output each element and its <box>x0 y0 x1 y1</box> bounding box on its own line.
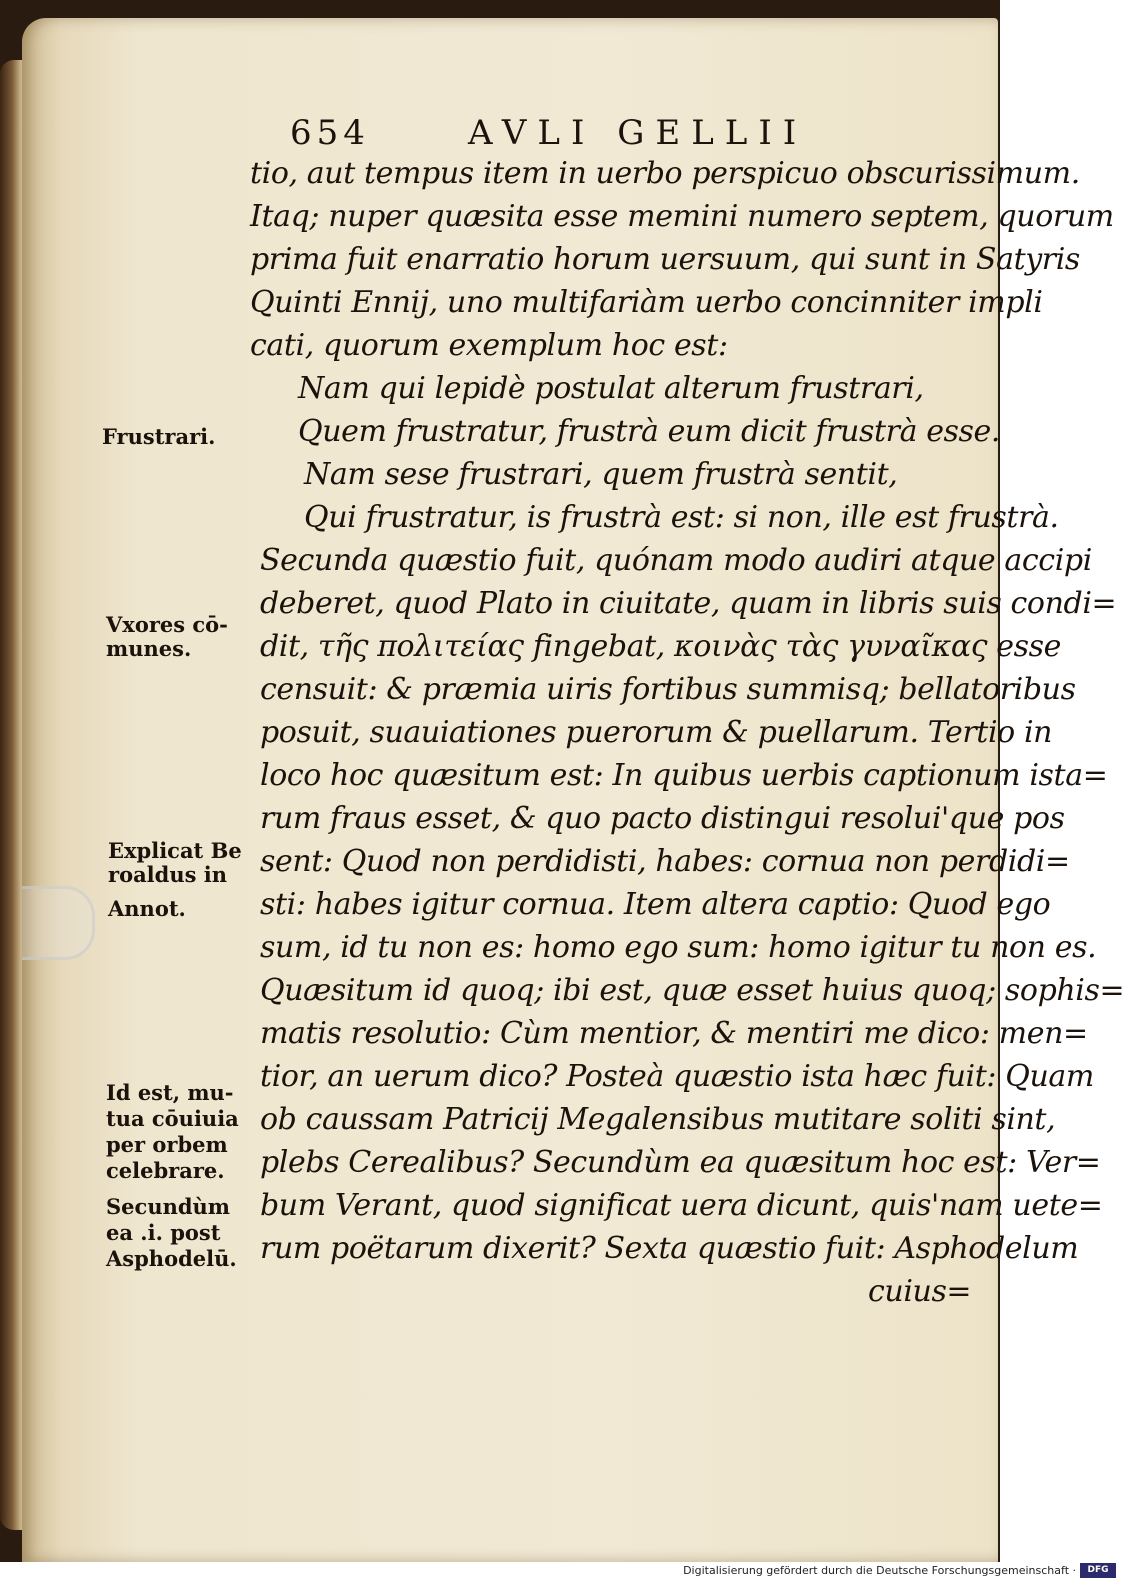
margin-note: Explicat Be <box>108 838 242 863</box>
text-line: bum Verant, quod significat uera dicunt, quis'nam uete= <box>260 1188 1103 1223</box>
text-line: Quæsitum id quoq; ibi est, quæ esset huius quoq; sophis= <box>260 973 1124 1008</box>
running-title: AVLI GELLII <box>468 113 808 153</box>
verse-line: Nam qui lepidè postulat alterum frustrari, <box>298 371 924 406</box>
margin-note: Annot. <box>108 896 186 921</box>
running-head <box>290 113 810 159</box>
page-number: 654 <box>290 113 370 153</box>
margin-note: roaldus in <box>108 862 227 887</box>
text-line: Secunda quæstio fuit, quónam modo audiri atque accipi <box>260 543 1092 578</box>
text-line: sti: habes igitur cornua. Item altera captio: Quod ego <box>260 887 1051 922</box>
text-line: prima fuit enarratio horum uersuum, qui sunt in Satyris <box>250 242 1080 277</box>
text-line: matis resolutio: Cùm mentior, & mentiri me dico: men= <box>260 1016 1088 1051</box>
dfg-logo: DFG <box>1080 1563 1116 1578</box>
text-line: deberet, quod Plato in ciuitate, quam in libris suis condi= <box>260 586 1117 621</box>
margin-note: Frustrari. <box>102 424 216 449</box>
margin-note: Vxores cō- <box>106 612 228 637</box>
text-line: Quinti Ennij, uno multifariàm uerbo concinniter impli <box>250 285 1043 320</box>
text-line: loco hoc quæsitum est: In quibus uerbis captionum ista= <box>260 758 1108 793</box>
text-line: rum fraus esset, & quo pacto distingui resolui'que pos <box>260 801 1065 836</box>
margin-note: Asphodelū. <box>106 1246 237 1271</box>
text-line: rum poëtarum dixerit? Sexta quæstio fuit: Asphodelum <box>260 1231 1079 1266</box>
margin-note: per orbem <box>106 1132 228 1157</box>
margin-note: Id est, mu- <box>106 1080 234 1105</box>
text-line: tior, an uerum dico? Posteà quæstio ista hæc fuit: Quam <box>260 1059 1094 1094</box>
margin-note: tua cōuiuia <box>106 1106 239 1131</box>
book-page <box>22 18 1124 1562</box>
text-line: cati, quorum exemplum hoc est: <box>250 328 728 363</box>
text-line: posuit, suauiationes puerorum & puellarum. Tertio in <box>260 715 1053 750</box>
text-line: tio, aut tempus item in uerbo perspicuo obscurissimum. <box>250 156 1080 191</box>
margin-note: munes. <box>106 636 192 661</box>
verse-line: Nam sese frustrari, quem frustrà sentit, <box>304 457 898 492</box>
catchword: cuius= <box>868 1274 972 1309</box>
text-line: censuit: & præmia uiris fortibus summisq; bellatoribus <box>260 672 1076 707</box>
text-line: ob caussam Patricij Megalensibus mutitare soliti sint, <box>260 1102 1056 1137</box>
margin-note: ea .i. post <box>106 1220 221 1245</box>
text-line: dit, τῆς πολιτείας fingebat, κοινὰς τὰς γυναῖκας esse <box>260 629 1061 664</box>
verse-line: Quem frustratur, frustrà eum dicit frustrà esse. <box>298 414 1001 449</box>
verse-line: Qui frustratur, is frustrà est: si non, ille est frustrà. <box>304 500 1059 535</box>
text-line: Itaq; nuper quæsita esse memini numero septem, quorum <box>250 199 1114 234</box>
margin-note: celebrare. <box>106 1158 225 1183</box>
page-clip <box>22 886 95 960</box>
text-line: plebs Cerealibus? Secundùm ea quæsitum hoc est: Ver= <box>260 1145 1101 1180</box>
text-line: sent: Quod non perdidisti, habes: cornua non perdidi= <box>260 844 1070 879</box>
margin-note: Secundùm <box>106 1194 231 1219</box>
footer-credit: Digitalisierung gefördert durch die Deutsche Forschungsgemeinschaft · <box>683 1564 1076 1577</box>
text-line: sum, id tu non es: homo ego sum: homo igitur tu non es. <box>260 930 1097 965</box>
